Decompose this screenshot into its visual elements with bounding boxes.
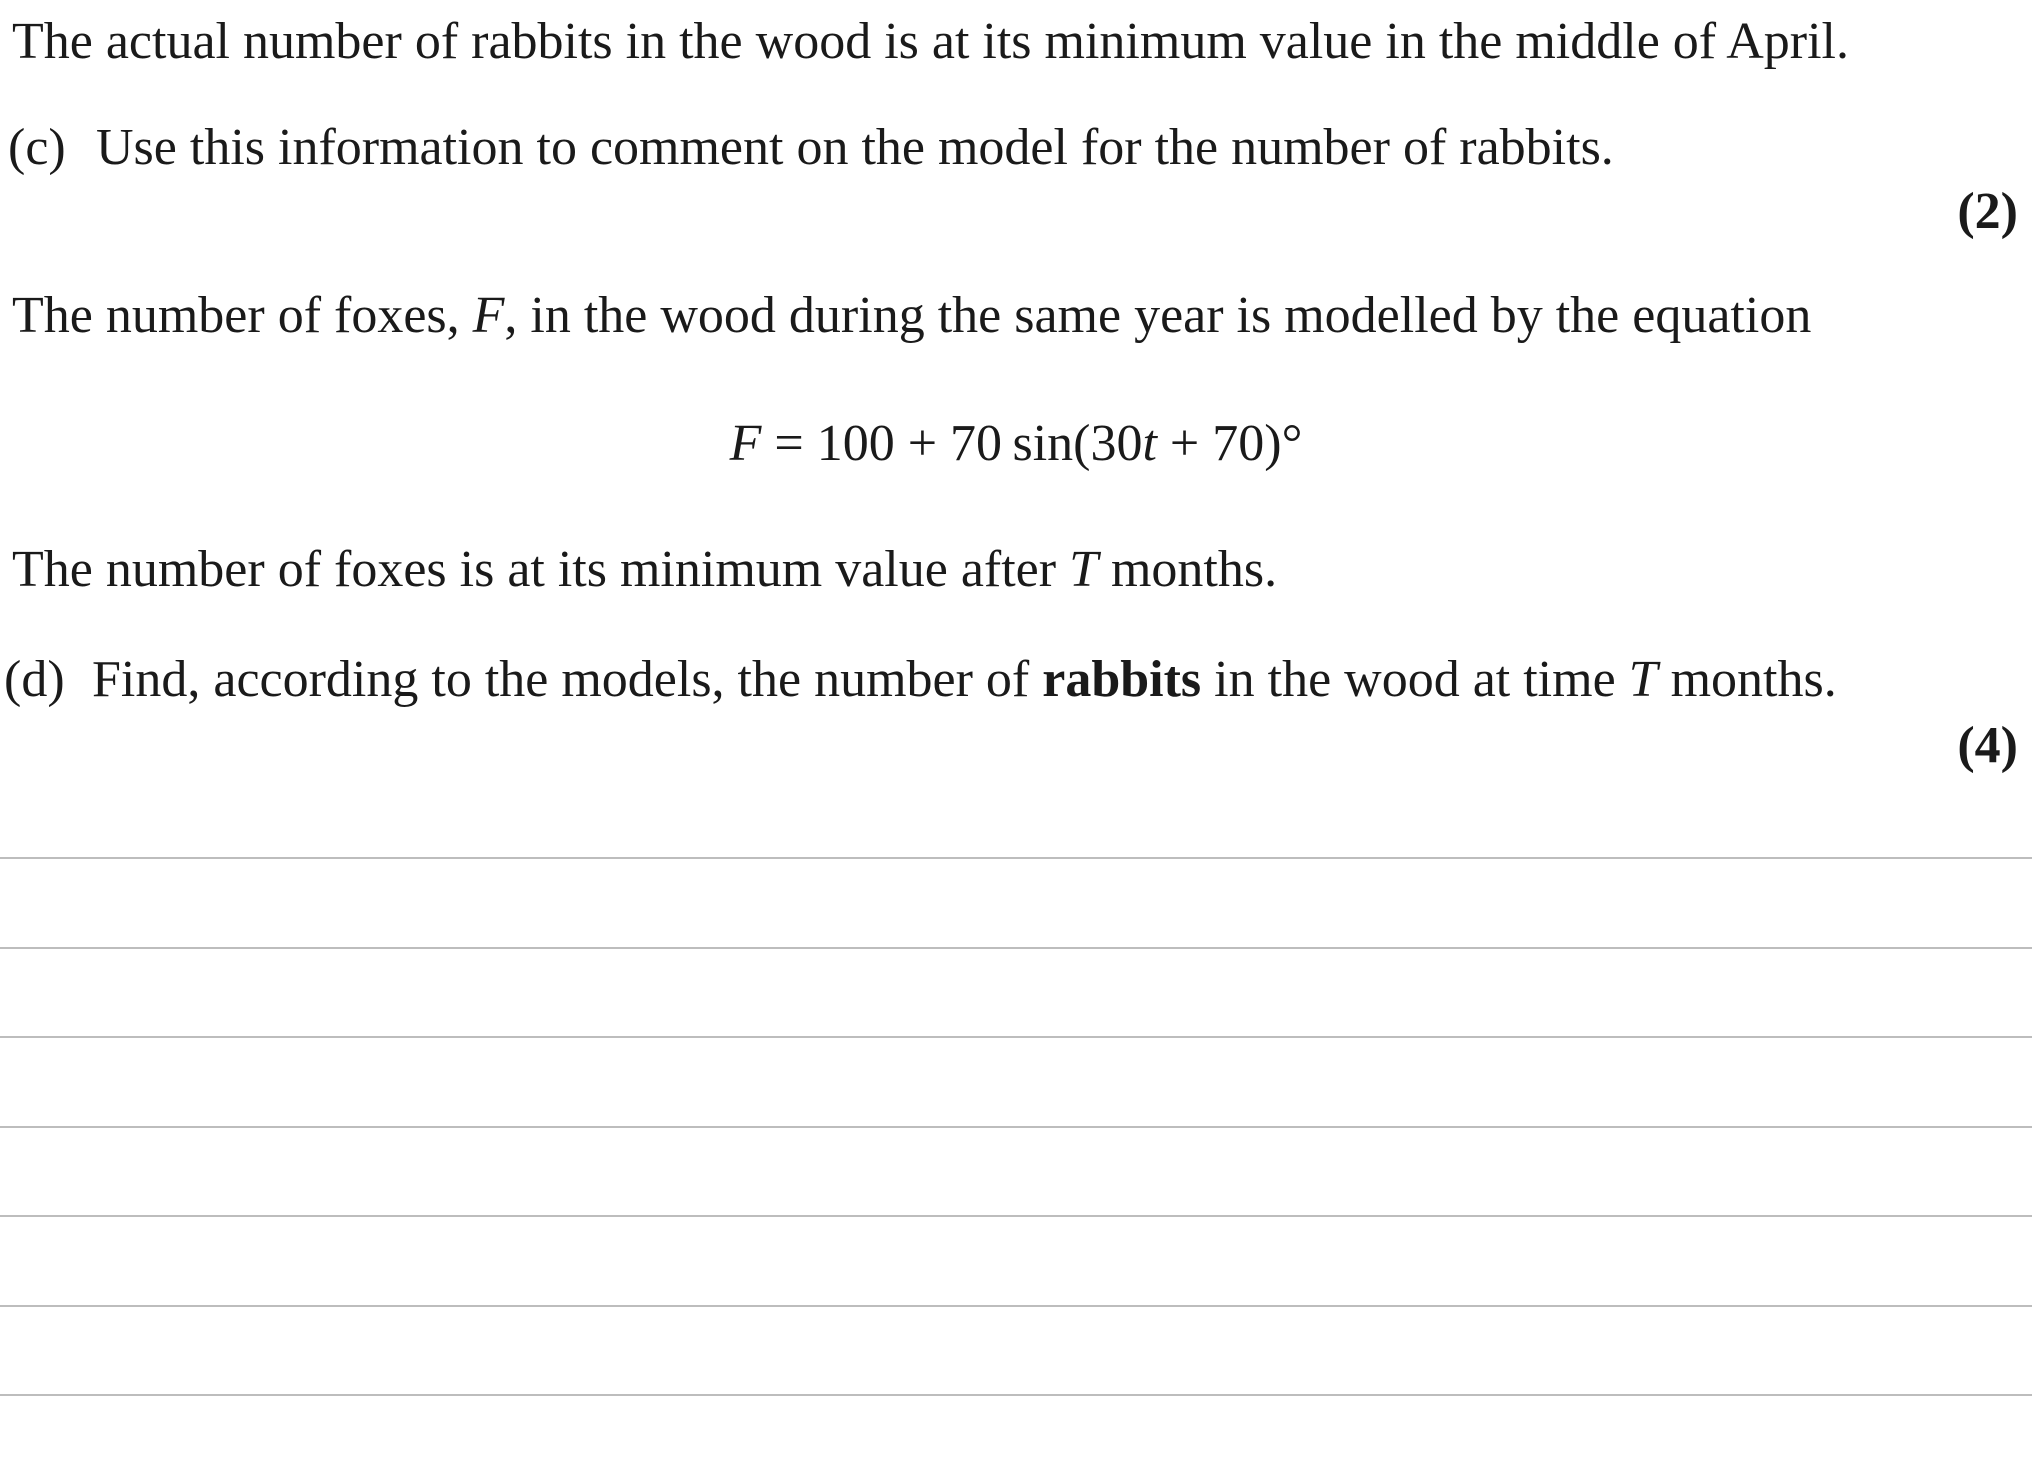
minimum-statement-start: The number of foxes is at its minimum value after: [12, 541, 1070, 598]
part-d-marks: (4): [1957, 717, 2018, 774]
part-c-marks: (2): [1957, 183, 2018, 240]
foxes-minimum-statement: [12, 540, 1277, 600]
variable-f: F: [472, 287, 505, 344]
foxes-statement-start: The number of foxes,: [12, 287, 473, 344]
part-d-bold-rabbits: rabbits: [1042, 651, 1202, 708]
answer-line[interactable]: [0, 1305, 2032, 1307]
part-c-label: (c): [8, 119, 66, 176]
answer-line[interactable]: [0, 1215, 2032, 1217]
fox-equation: [0, 414, 2032, 474]
minimum-statement-end: months.: [1097, 541, 1278, 598]
answer-line[interactable]: [0, 857, 2032, 859]
equation-part-2: + 70)°: [1156, 415, 1303, 472]
part-d-text-end: months.: [1657, 651, 1837, 708]
part-d-text-middle: in the wood at time: [1201, 651, 1629, 708]
part-d-question: [4, 650, 1837, 710]
part-c-question: [8, 118, 1614, 178]
answer-line[interactable]: [0, 1036, 2032, 1038]
equation-variable-t: t: [1142, 415, 1157, 472]
part-d-variable-t: T: [1628, 651, 1658, 708]
answer-line[interactable]: [0, 1126, 2032, 1128]
equation-part-1: = 100 + 70 sin(30: [761, 415, 1143, 472]
rabbits-minimum-statement: The actual number of rabbits in the wood is at its minimum value in the middle of April.: [12, 13, 1849, 70]
answer-line[interactable]: [0, 1394, 2032, 1396]
part-d-text-start: Find, according to the models, the number of: [92, 651, 1043, 708]
part-d-label: (d): [4, 651, 65, 708]
equation-lhs: F: [729, 415, 762, 472]
part-c-text: Use this information to comment on the model for the number of rabbits.: [96, 119, 1614, 176]
foxes-model-statement: [12, 286, 1811, 346]
foxes-statement-end: , in the wood during the same year is modelled by the equation: [504, 287, 1812, 344]
variable-t: T: [1069, 541, 1098, 598]
answer-line[interactable]: [0, 947, 2032, 949]
